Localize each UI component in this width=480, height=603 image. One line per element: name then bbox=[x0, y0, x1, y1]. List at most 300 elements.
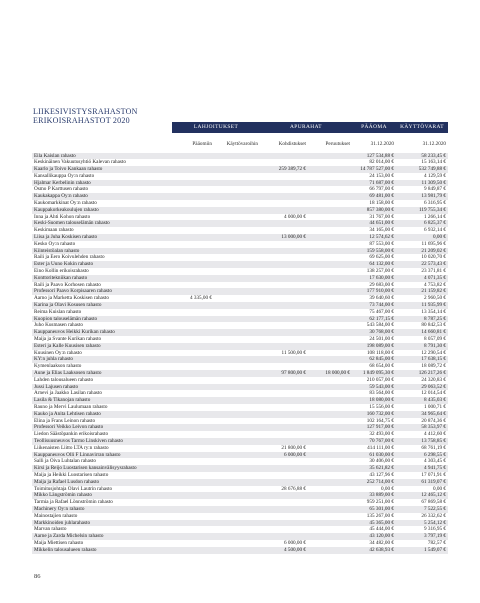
fund-name-cell: Inna ja Ahti Kohon rahasto bbox=[34, 213, 91, 220]
table-row bbox=[32, 465, 448, 472]
disposable-funds-cell: 4 303,45 € bbox=[423, 458, 446, 465]
fund-name-cell: Aune ja Elias Laaksosen rahasto bbox=[34, 370, 102, 376]
donation-to-disposable-funds-cell bbox=[214, 492, 260, 499]
donation-to-disposable-funds-cell bbox=[214, 390, 260, 397]
capital-cell: 43 127,96 € bbox=[369, 471, 394, 478]
table-row bbox=[32, 220, 448, 227]
disposable-funds-cell: 6 316,95 € bbox=[423, 200, 446, 207]
table-row bbox=[32, 356, 448, 363]
funds-table-body bbox=[32, 153, 448, 554]
capital-cell: 18 158,00 € bbox=[369, 200, 394, 207]
capital-cell: 160 732,00 € bbox=[366, 410, 394, 417]
donation-to-capital-cell bbox=[172, 377, 214, 384]
disposable-funds-cell: 18 089,72 € bbox=[421, 363, 446, 370]
donation-to-disposable-funds-cell bbox=[214, 418, 260, 425]
donation-to-capital-cell bbox=[172, 370, 214, 377]
grant-cancellation-cell bbox=[308, 214, 352, 221]
capital-cell: 252 714,00 € bbox=[366, 478, 394, 485]
table-row bbox=[32, 472, 448, 479]
grant-cancellation-cell bbox=[308, 227, 352, 234]
donation-to-capital-cell bbox=[172, 200, 214, 207]
table-row bbox=[32, 350, 448, 357]
disposable-funds-cell: 0,00 € bbox=[433, 234, 446, 241]
grant-cancellation-cell bbox=[308, 506, 352, 513]
fund-name-cell: Kuopion talouselämän rahasto bbox=[34, 315, 98, 322]
column-header-allocations: Kohdistukset bbox=[278, 141, 306, 147]
grant-cancellation-cell bbox=[308, 377, 352, 384]
fund-name-cell: Lasila & Tikanojan rahasto bbox=[34, 397, 91, 404]
fund-name-cell: Toimitusjohtaja Olavi Lautrin rahasto bbox=[34, 485, 113, 492]
disposable-funds-cell: 6 298,55 € bbox=[423, 451, 446, 458]
donation-to-capital-cell bbox=[172, 316, 214, 323]
disposable-funds-cell: 4 071,35 € bbox=[423, 274, 446, 281]
fund-name-cell: Maija ja Rafael Lusdon rahasto bbox=[34, 478, 100, 485]
donation-to-capital-cell bbox=[172, 384, 214, 391]
grant-allocation-cell bbox=[260, 207, 308, 214]
disposable-funds-cell: 126 217,26 € bbox=[418, 370, 446, 376]
grant-cancellation-cell bbox=[308, 418, 352, 425]
grant-cancellation-cell bbox=[308, 384, 352, 391]
fund-name-cell: Tarmia ja Rafael Lönnströmin rahasto bbox=[34, 499, 113, 506]
grant-allocation-cell bbox=[260, 302, 308, 309]
table-row bbox=[32, 479, 448, 486]
fund-name-cell: Karina ja Olavi Kosusen rahasto bbox=[34, 302, 102, 309]
disposable-funds-cell: 8 787,25 € bbox=[423, 315, 446, 322]
disposable-funds-cell: 21 159,82 € bbox=[421, 288, 446, 295]
grant-cancellation-cell bbox=[308, 533, 352, 540]
capital-cell: 0,00 € bbox=[381, 485, 394, 492]
fund-name-cell: Reima Kuislan rahasto bbox=[34, 308, 82, 315]
donation-to-disposable-funds-cell bbox=[214, 207, 260, 214]
grant-allocation-cell bbox=[260, 254, 308, 261]
table-row bbox=[32, 397, 448, 404]
capital-cell: 83 564,00 € bbox=[369, 390, 394, 397]
capital-cell: 61 030,00 € bbox=[369, 451, 394, 458]
grant-cancellation-cell bbox=[308, 356, 352, 363]
fund-name-cell: Elina ja Frans Leinon rahasto bbox=[34, 417, 96, 424]
grant-allocation-cell bbox=[260, 186, 308, 193]
disposable-funds-cell: 11 695,96 € bbox=[421, 240, 446, 247]
table-row bbox=[32, 288, 448, 295]
grant-cancellation-cell bbox=[308, 322, 352, 329]
table-row bbox=[32, 268, 448, 275]
column-header-cancellations: Peruutukset bbox=[325, 141, 350, 147]
table-row bbox=[32, 207, 448, 214]
grant-allocation-cell bbox=[260, 329, 308, 336]
table-row bbox=[32, 322, 448, 329]
donation-to-capital-cell bbox=[172, 343, 214, 350]
disposable-funds-cell: 8 791,30 € bbox=[423, 342, 446, 349]
column-header-to-disposable-funds: Käyttövaroihin bbox=[226, 141, 258, 147]
table-row bbox=[32, 343, 448, 350]
table-row bbox=[32, 438, 448, 445]
table-row bbox=[32, 458, 448, 465]
disposable-funds-cell: 17 638,15 € bbox=[421, 356, 446, 363]
capital-cell: 82 014,00 € bbox=[369, 159, 394, 166]
grant-cancellation-cell bbox=[308, 520, 352, 527]
donation-to-capital-cell bbox=[172, 159, 214, 166]
donation-to-capital-cell bbox=[172, 227, 214, 234]
grant-cancellation-cell bbox=[308, 275, 352, 282]
fund-name-cell: Maija ja Svante Kurikan rahasto bbox=[34, 336, 102, 343]
table-row bbox=[32, 329, 448, 336]
donation-to-disposable-funds-cell bbox=[214, 302, 260, 309]
donation-to-capital-cell bbox=[172, 363, 214, 370]
donation-to-disposable-funds-cell bbox=[214, 329, 260, 336]
grant-allocation-cell bbox=[260, 390, 308, 397]
grant-allocation-cell bbox=[260, 248, 308, 255]
capital-cell: 34 165,00 € bbox=[369, 227, 394, 234]
donation-to-capital-cell bbox=[172, 302, 214, 309]
donation-to-disposable-funds-cell bbox=[214, 377, 260, 384]
fund-name-cell: Keskinäinen Vakuutusyhtiö Kalevan rahasto bbox=[34, 159, 126, 166]
donation-to-disposable-funds-cell bbox=[214, 438, 260, 445]
grant-allocation-cell bbox=[260, 153, 308, 160]
capital-cell: 64 132,00 € bbox=[369, 261, 394, 268]
disposable-funds-cell: 6 932,14 € bbox=[423, 227, 446, 234]
disposable-funds-cell: 1 266,14 € bbox=[423, 213, 446, 220]
table-row bbox=[32, 533, 448, 540]
group-header-grants: APURAHAT bbox=[290, 124, 322, 130]
table-row bbox=[32, 234, 448, 241]
fund-name-cell: Keskimaan rahasto bbox=[34, 227, 74, 234]
disposable-funds-cell: 1 549,07 € bbox=[423, 546, 446, 553]
capital-cell: 43 120,00 € bbox=[369, 533, 394, 540]
table-row bbox=[32, 180, 448, 187]
donation-to-disposable-funds-cell bbox=[214, 520, 260, 527]
disposable-funds-cell: 782,57 € bbox=[427, 539, 446, 546]
table-row bbox=[32, 186, 448, 193]
donation-to-capital-cell bbox=[172, 547, 214, 554]
table-row bbox=[32, 309, 448, 316]
grant-cancellation-cell bbox=[308, 424, 352, 431]
column-group-header-band bbox=[172, 122, 448, 133]
grant-cancellation-cell bbox=[308, 261, 352, 268]
disposable-funds-cell: 58 233,45 € bbox=[421, 152, 446, 159]
capital-cell: 30 406,00 € bbox=[369, 458, 394, 465]
donation-to-disposable-funds-cell bbox=[214, 431, 260, 438]
table-row bbox=[32, 363, 448, 370]
disposable-funds-cell: 11 309,50 € bbox=[421, 179, 446, 186]
donation-to-capital-cell bbox=[172, 390, 214, 397]
table-row bbox=[32, 513, 448, 520]
grant-cancellation-cell bbox=[308, 173, 352, 180]
donation-to-disposable-funds-cell bbox=[214, 458, 260, 465]
disposable-funds-cell: 17 071,91 € bbox=[421, 471, 446, 478]
grant-allocation-cell bbox=[260, 282, 308, 289]
donation-to-capital-cell bbox=[172, 193, 214, 200]
fund-name-cell: Lahden talousalueen rahasto bbox=[34, 376, 94, 383]
capital-cell: 44 651,00 € bbox=[369, 220, 394, 227]
disposable-funds-cell: 532 749,88 € bbox=[418, 166, 446, 173]
table-row bbox=[32, 248, 448, 255]
capital-cell: 30 768,00 € bbox=[369, 329, 394, 336]
donation-to-capital-cell bbox=[172, 309, 214, 316]
donation-to-disposable-funds-cell bbox=[214, 288, 260, 295]
grant-cancellation-cell bbox=[308, 404, 352, 411]
grant-allocation-cell bbox=[260, 465, 308, 472]
grant-allocation-cell: 4 000,00 € bbox=[283, 213, 306, 220]
table-row bbox=[32, 445, 448, 452]
grant-cancellation-cell bbox=[308, 350, 352, 357]
grant-allocation-cell: 97 800,00 € bbox=[281, 370, 306, 376]
table-row bbox=[32, 336, 448, 343]
capital-cell: 65 301,00 € bbox=[369, 505, 394, 512]
grant-cancellation-cell bbox=[308, 390, 352, 397]
disposable-funds-cell: 7 522,55 € bbox=[423, 505, 446, 512]
disposable-funds-cell: 24 320,83 € bbox=[421, 376, 446, 383]
fund-name-cell: Kymenlaakson rahasto bbox=[34, 363, 82, 370]
grant-cancellation-cell bbox=[308, 492, 352, 499]
donation-to-capital-cell bbox=[172, 479, 214, 486]
grant-allocation-cell bbox=[260, 288, 308, 295]
disposable-funds-cell: 4 753,82 € bbox=[423, 281, 446, 288]
grant-cancellation-cell bbox=[308, 295, 352, 302]
fund-name-cell: Raili ja Paavo Korhosen rahasto bbox=[34, 281, 101, 288]
grant-cancellation-cell bbox=[308, 248, 352, 255]
donation-to-disposable-funds-cell bbox=[214, 370, 260, 377]
donation-to-capital-cell bbox=[172, 322, 214, 329]
fund-name-cell: Kesko Oy:n rahasto bbox=[34, 240, 76, 247]
disposable-funds-cell: 21 209,02 € bbox=[421, 247, 446, 254]
fund-name-cell: Kauppaneuvos Olli F Linnavirran rahasto bbox=[34, 451, 121, 458]
grant-allocation-cell: 259 389,72 € bbox=[278, 166, 306, 173]
capital-cell: 75 467,00 € bbox=[369, 308, 394, 315]
disposable-funds-cell: 4 129,59 € bbox=[423, 172, 446, 179]
grant-allocation-cell bbox=[260, 418, 308, 425]
table-row bbox=[32, 384, 448, 391]
fund-name-cell: Maija Miettisen rahasto bbox=[34, 539, 84, 546]
grant-cancellation-cell bbox=[308, 486, 352, 493]
donation-to-disposable-funds-cell bbox=[214, 153, 260, 160]
donation-to-capital-cell bbox=[172, 533, 214, 540]
column-header-row bbox=[32, 140, 448, 148]
capital-cell: 59 543,00 € bbox=[369, 383, 394, 390]
grant-cancellation-cell bbox=[308, 499, 352, 506]
donation-to-capital-cell bbox=[172, 248, 214, 255]
donation-to-capital-cell bbox=[172, 261, 214, 268]
fund-name-cell: Hjalmar Kerbelinin rahasto bbox=[34, 179, 91, 186]
table-row bbox=[32, 499, 448, 506]
fund-name-cell: Kaukomarkkinat Oy:n rahasto bbox=[34, 200, 97, 207]
disposable-funds-cell: 14 660,81 € bbox=[421, 329, 446, 336]
grant-allocation-cell bbox=[260, 295, 308, 302]
grant-cancellation-cell bbox=[308, 220, 352, 227]
grant-cancellation-cell bbox=[308, 472, 352, 479]
grant-cancellation-cell bbox=[308, 547, 352, 554]
donation-to-disposable-funds-cell bbox=[214, 445, 260, 452]
donation-to-disposable-funds-cell bbox=[214, 540, 260, 547]
table-row bbox=[32, 302, 448, 309]
disposable-funds-cell: 34 965,64 € bbox=[421, 410, 446, 417]
capital-cell: 1 849 095,30 € bbox=[362, 370, 394, 376]
table-row bbox=[32, 431, 448, 438]
donation-to-capital-cell bbox=[172, 180, 214, 187]
grant-allocation-cell bbox=[260, 220, 308, 227]
table-row bbox=[32, 506, 448, 513]
capital-cell: 34 482,00 € bbox=[369, 539, 394, 546]
grant-cancellation-cell bbox=[308, 540, 352, 547]
grant-allocation-cell bbox=[260, 533, 308, 540]
donation-to-capital-cell bbox=[172, 350, 214, 357]
capital-cell: 159 558,00 € bbox=[366, 247, 394, 254]
donation-to-disposable-funds-cell bbox=[214, 316, 260, 323]
capital-cell: 24 501,00 € bbox=[369, 336, 394, 343]
donation-to-disposable-funds-cell bbox=[214, 465, 260, 472]
disposable-funds-cell: 12 014,54 € bbox=[421, 390, 446, 397]
capital-cell: 138 257,00 € bbox=[366, 268, 394, 275]
grant-allocation-cell: 28 676,88 € bbox=[281, 485, 306, 492]
grant-allocation-cell: 6 000,00 € bbox=[283, 539, 306, 546]
capital-cell: 69 625,00 € bbox=[369, 254, 394, 261]
grant-cancellation-cell bbox=[308, 397, 352, 404]
donation-to-disposable-funds-cell bbox=[214, 513, 260, 520]
grant-allocation-cell bbox=[260, 275, 308, 282]
disposable-funds-cell: 23 371,81 € bbox=[421, 268, 446, 275]
capital-cell: 17 630,00 € bbox=[369, 274, 394, 281]
grant-cancellation-cell bbox=[308, 336, 352, 343]
fund-name-cell: Mainostajien rahasto bbox=[34, 512, 78, 519]
fund-name-cell: Kuusinen Oy:n rahasto bbox=[34, 349, 82, 356]
disposable-funds-cell: 2 960,50 € bbox=[423, 295, 446, 302]
capital-cell: 71 687,00 € bbox=[369, 179, 394, 186]
donation-to-capital-cell bbox=[172, 186, 214, 193]
capital-cell: 857 380,00 € bbox=[366, 206, 394, 213]
donation-to-capital-cell bbox=[172, 397, 214, 404]
donation-to-capital-cell bbox=[172, 173, 214, 180]
capital-cell: 12 574,62 € bbox=[369, 234, 394, 241]
donation-to-capital-cell bbox=[172, 465, 214, 472]
capital-cell: 42 638,93 € bbox=[369, 546, 394, 553]
donation-to-capital-cell bbox=[172, 220, 214, 227]
grant-allocation-cell: 11 500,00 € bbox=[281, 349, 306, 356]
column-header-disposable-funds-date: 31.12.2020 bbox=[422, 141, 446, 147]
grant-allocation-cell bbox=[260, 180, 308, 187]
document-title bbox=[33, 107, 138, 125]
capital-cell: 33 889,00 € bbox=[369, 492, 394, 499]
donation-to-capital-cell bbox=[172, 452, 214, 459]
donation-to-capital-cell bbox=[172, 458, 214, 465]
disposable-funds-cell: 20 874,36 € bbox=[421, 417, 446, 424]
capital-cell: 45 365,00 € bbox=[369, 519, 394, 526]
grant-allocation-cell: 4 500,00 € bbox=[283, 546, 306, 553]
fund-name-cell: Salli ja Oiva Luhtalan rahasto bbox=[34, 458, 96, 465]
capital-cell: 108 118,00 € bbox=[366, 349, 394, 356]
capital-cell: 177 910,00 € bbox=[366, 288, 394, 295]
fund-name-cell: Esteri ja Kalle Kuusisen rahasto bbox=[34, 342, 101, 349]
grant-cancellation-cell bbox=[308, 343, 352, 350]
donation-to-disposable-funds-cell bbox=[214, 322, 260, 329]
donation-to-disposable-funds-cell bbox=[214, 452, 260, 459]
disposable-funds-cell: 119 755,34 € bbox=[418, 206, 446, 213]
grant-allocation-cell bbox=[260, 492, 308, 499]
grant-cancellation-cell bbox=[308, 254, 352, 261]
donation-to-capital-cell bbox=[172, 431, 214, 438]
capital-cell: 45 444,00 € bbox=[369, 526, 394, 533]
grant-allocation-cell bbox=[260, 268, 308, 275]
fund-name-cell: Kiinteistöalan rahasto bbox=[34, 247, 80, 254]
grant-allocation-cell bbox=[260, 159, 308, 166]
donation-to-capital-cell bbox=[172, 438, 214, 445]
donation-to-capital-cell bbox=[172, 268, 214, 275]
grant-allocation-cell bbox=[260, 363, 308, 370]
table-row bbox=[32, 370, 448, 377]
donation-to-disposable-funds-cell bbox=[214, 261, 260, 268]
disposable-funds-cell: 80 842,53 € bbox=[421, 322, 446, 329]
table-row bbox=[32, 227, 448, 234]
table-row bbox=[32, 159, 448, 166]
donation-to-disposable-funds-cell bbox=[214, 411, 260, 418]
table-row bbox=[32, 166, 448, 173]
column-header-spacer bbox=[32, 140, 172, 148]
column-header-capital-date: 31.12.2020 bbox=[370, 141, 394, 147]
table-row bbox=[32, 492, 448, 499]
donation-to-capital-cell bbox=[172, 329, 214, 336]
grant-cancellation-cell bbox=[308, 282, 352, 289]
donation-to-capital-cell: 4 335,00 € bbox=[189, 295, 212, 302]
capital-cell: 62 177,15 € bbox=[369, 315, 394, 322]
grant-cancellation-cell bbox=[308, 526, 352, 533]
capital-cell: 39 640,60 € bbox=[369, 295, 394, 302]
table-row bbox=[32, 540, 448, 547]
grant-allocation-cell bbox=[260, 316, 308, 323]
grant-cancellation-cell bbox=[308, 200, 352, 207]
fund-name-cell: Ester ja Uuno Kokin rahasto bbox=[34, 261, 94, 268]
grant-allocation-cell: 6 000,00 € bbox=[283, 451, 306, 458]
disposable-funds-cell: 10 020,70 € bbox=[421, 254, 446, 261]
grant-allocation-cell bbox=[260, 513, 308, 520]
grant-cancellation-cell bbox=[308, 445, 352, 452]
grant-allocation-cell bbox=[260, 173, 308, 180]
capital-cell: 414 111,00 € bbox=[367, 444, 394, 451]
grant-allocation-cell bbox=[260, 520, 308, 527]
grant-cancellation-cell bbox=[308, 186, 352, 193]
grant-cancellation-cell bbox=[308, 363, 352, 370]
donation-to-capital-cell bbox=[172, 445, 214, 452]
fund-name-cell: Kaarlo ja Toivo Kankaan rahasto bbox=[34, 166, 103, 173]
capital-cell: 24 153,00 € bbox=[369, 172, 394, 179]
capital-cell: 35 621,82 € bbox=[369, 465, 394, 472]
grant-allocation-cell bbox=[260, 200, 308, 207]
grant-cancellation-cell bbox=[308, 302, 352, 309]
grant-cancellation-cell bbox=[308, 193, 352, 200]
column-header-to-capital: Pääomiin bbox=[192, 141, 212, 147]
disposable-funds-cell: 4 941,75 € bbox=[423, 465, 446, 472]
donation-to-capital-cell bbox=[172, 540, 214, 547]
disposable-funds-cell: 61 319,07 € bbox=[421, 478, 446, 485]
donation-to-capital-cell bbox=[172, 486, 214, 493]
fund-name-cell: Teollisuusneuvos Tarmo Linskiven rahasto bbox=[34, 437, 123, 444]
fund-name-cell: Kauko ja Anita Lehtisen rahasto bbox=[34, 410, 101, 417]
donation-to-disposable-funds-cell bbox=[214, 193, 260, 200]
fund-name-cell: Keski-Suomen talouselämän rahasto bbox=[34, 220, 110, 227]
capital-cell: 959 251,00 € bbox=[366, 499, 394, 506]
capital-cell: 66 797,00 € bbox=[369, 186, 394, 193]
capital-cell: 70 767,00 € bbox=[369, 437, 394, 444]
grant-cancellation-cell: 18 000,00 € bbox=[325, 370, 350, 376]
fund-name-cell: Eila Kaislan rahasto bbox=[34, 152, 76, 159]
capital-cell: 135 267,00 € bbox=[366, 512, 394, 519]
disposable-funds-cell: 15 163,14 € bbox=[421, 159, 446, 166]
disposable-funds-cell: 12 290,54 € bbox=[421, 349, 446, 356]
donation-to-disposable-funds-cell bbox=[214, 241, 260, 248]
grant-allocation-cell bbox=[260, 227, 308, 234]
donation-to-capital-cell bbox=[172, 526, 214, 533]
fund-name-cell: Machinery Oy:n rahasto bbox=[34, 505, 85, 512]
disposable-funds-cell: 26 332,62 € bbox=[421, 512, 446, 519]
capital-cell: 62 845,00 € bbox=[369, 356, 394, 363]
disposable-funds-cell: 6 825,37 € bbox=[423, 220, 446, 227]
